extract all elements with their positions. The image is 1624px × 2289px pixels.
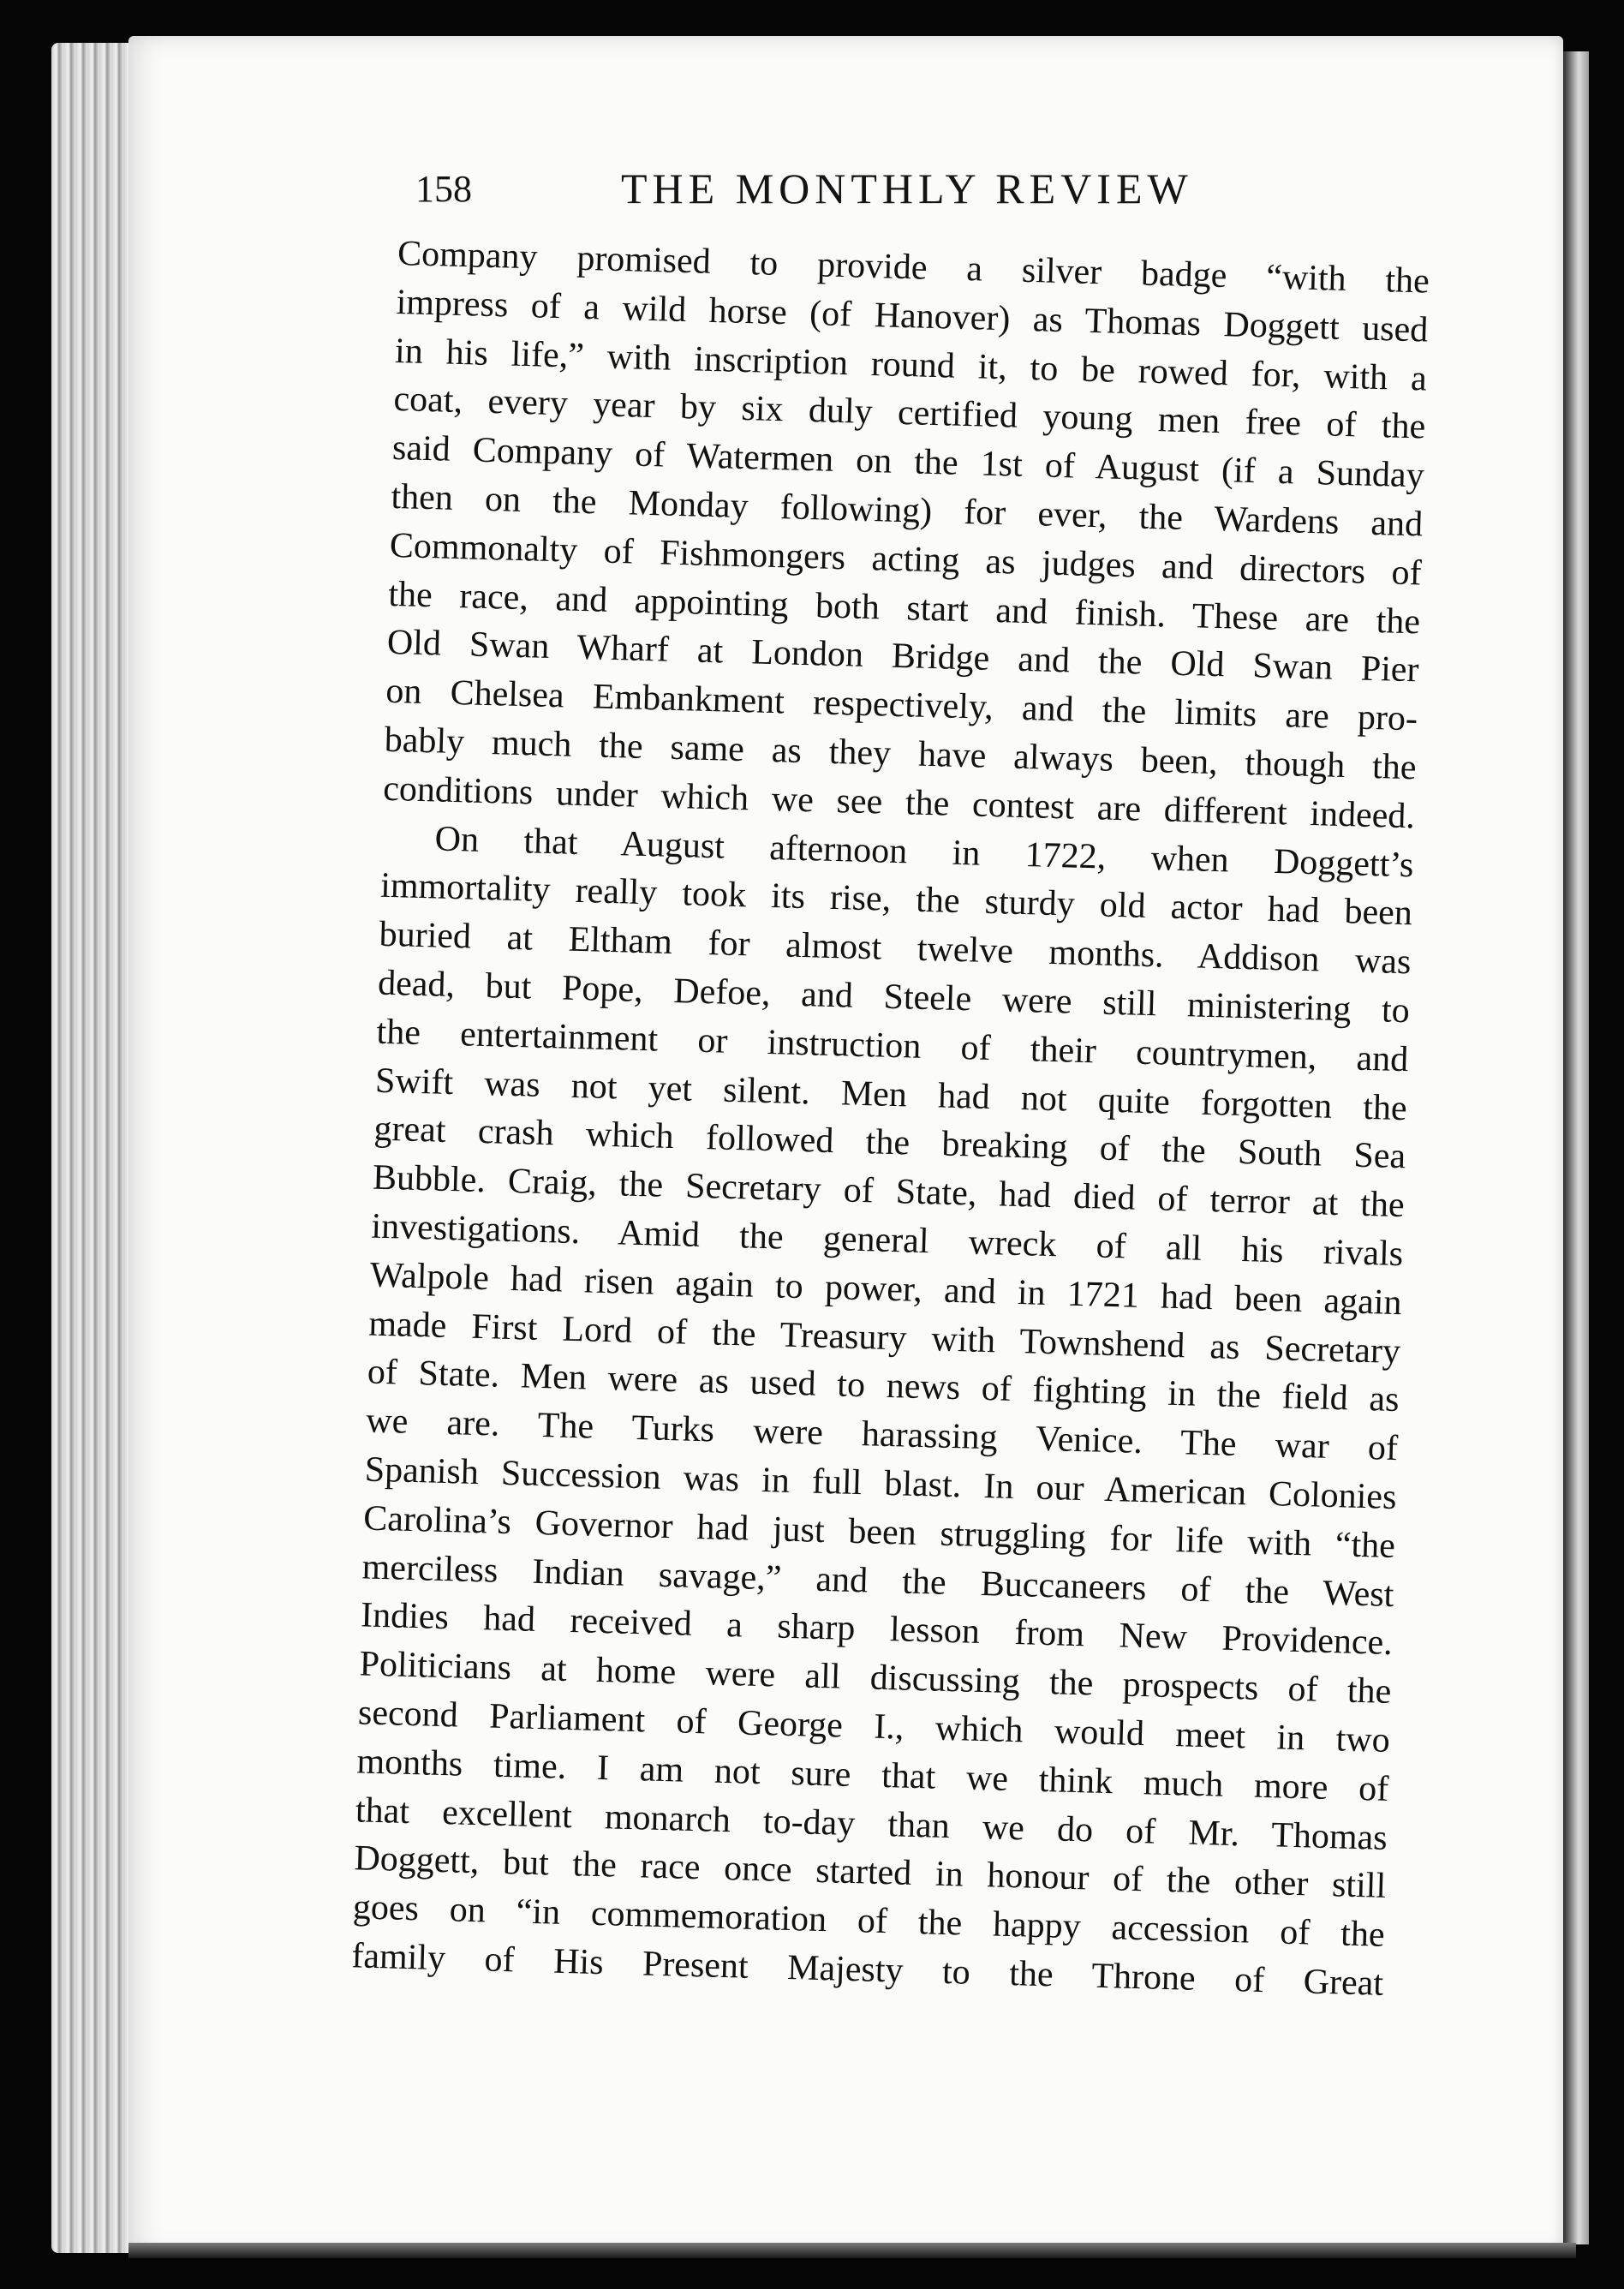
- text-line: Indies had received a sharp lesson from New Providence.: [360, 1595, 1394, 1664]
- text-line: Carolina’s Governor had just been struggling for life with “the: [362, 1498, 1396, 1566]
- text-line: goes on “in commemoration of the happy accession of the: [352, 1887, 1386, 1955]
- text-line: bably much the same as they have always been, though the: [384, 720, 1418, 788]
- facing-page-edge: [1563, 51, 1589, 2244]
- text-line: family of His Present Majesty to the Throne of Great: [350, 1936, 1384, 2004]
- text-line: Old Swan Wharf at London Bridge and the Old Swan Pier: [386, 623, 1420, 690]
- text-line: said Company of Watermen on the 1st of August (if a Sunday: [391, 428, 1425, 496]
- text-line: Bubble. Craig, the Secretary of State, had died of terror at the: [372, 1157, 1406, 1226]
- text-line: impress of a wild horse (of Hanover) as Thomas Doggett used: [396, 282, 1429, 350]
- text-line: that excellent monarch to-day than we do of Mr. Thomas: [355, 1790, 1388, 1858]
- text-line: Commonalty of Fishmongers acting as judges and directors of: [389, 525, 1423, 594]
- paragraph-1: [383, 230, 1430, 841]
- text-line: then on the Monday following) for ever, the Wardens and: [390, 476, 1424, 545]
- text-line: investigations. Amid the general wreck of all his rivals: [370, 1206, 1404, 1275]
- body-text: [351, 230, 1430, 2009]
- text-line: merciless Indian savage,” and the Buccaneers of the West: [361, 1546, 1394, 1615]
- text-line: of State. Men were as used to news of fighting in the field as: [367, 1352, 1400, 1420]
- text-line: in his life,” with inscription round it, to be rowed for, with a: [394, 331, 1428, 399]
- page-bottom-shadow: [128, 2243, 1576, 2258]
- text-line: conditions under which we see the contest are different indeed.: [382, 768, 1416, 837]
- text-line: great crash which followed the breaking of the South Sea: [373, 1109, 1406, 1177]
- text-line: On that August afternoon in 1722, when Doggett’s: [434, 818, 1414, 885]
- page-number: 158: [415, 168, 472, 210]
- text-line: the entertainment or instruction of their countrymen, and: [376, 1012, 1409, 1079]
- text-line: Spanish Succession was in full blast. In our American Colonies: [364, 1449, 1398, 1517]
- paragraph-2: [351, 813, 1414, 2008]
- text-line: Doggett, but the race once started in honour of the other still: [353, 1838, 1387, 1907]
- text-line: months time. I am not sure that we think much more of: [355, 1742, 1389, 1809]
- text-line: buried at Eltham for almost twelve months. Addison was: [379, 914, 1412, 983]
- text-line: second Parliament of George I., which would meet in two: [357, 1693, 1391, 1760]
- text-line: immortality really took its rise, the sturdy old actor had been: [379, 866, 1413, 934]
- text-line: Walpole had risen again to power, and in 1721 had been again: [369, 1255, 1403, 1323]
- text-line: the race, and appointing both start and finish. These are the: [387, 574, 1421, 642]
- header-title: THE MONTHLY REVIEW: [621, 164, 1193, 212]
- text-line: coat, every year by six duly certified young men free of the: [393, 380, 1426, 447]
- text-line: on Chelsea Embankment respectively, and the limits are pro-: [385, 671, 1418, 739]
- text-line: Politicians at home were all discussing the prospects of the: [359, 1644, 1392, 1712]
- text-line: Swift was not yet silent. Men had not quite forgotten the: [374, 1061, 1408, 1128]
- text-line: made First Lord of the Treasury with Townshend as Secretary: [367, 1304, 1401, 1372]
- text-line: we are. The Turks were harassing Venice. The war of: [365, 1401, 1399, 1469]
- text-line: dead, but Pope, Defoe, and Steele were still ministering to: [377, 963, 1411, 1031]
- running-head: [415, 164, 1426, 227]
- text-line: Company promised to provide a silver badge “with the: [397, 233, 1430, 302]
